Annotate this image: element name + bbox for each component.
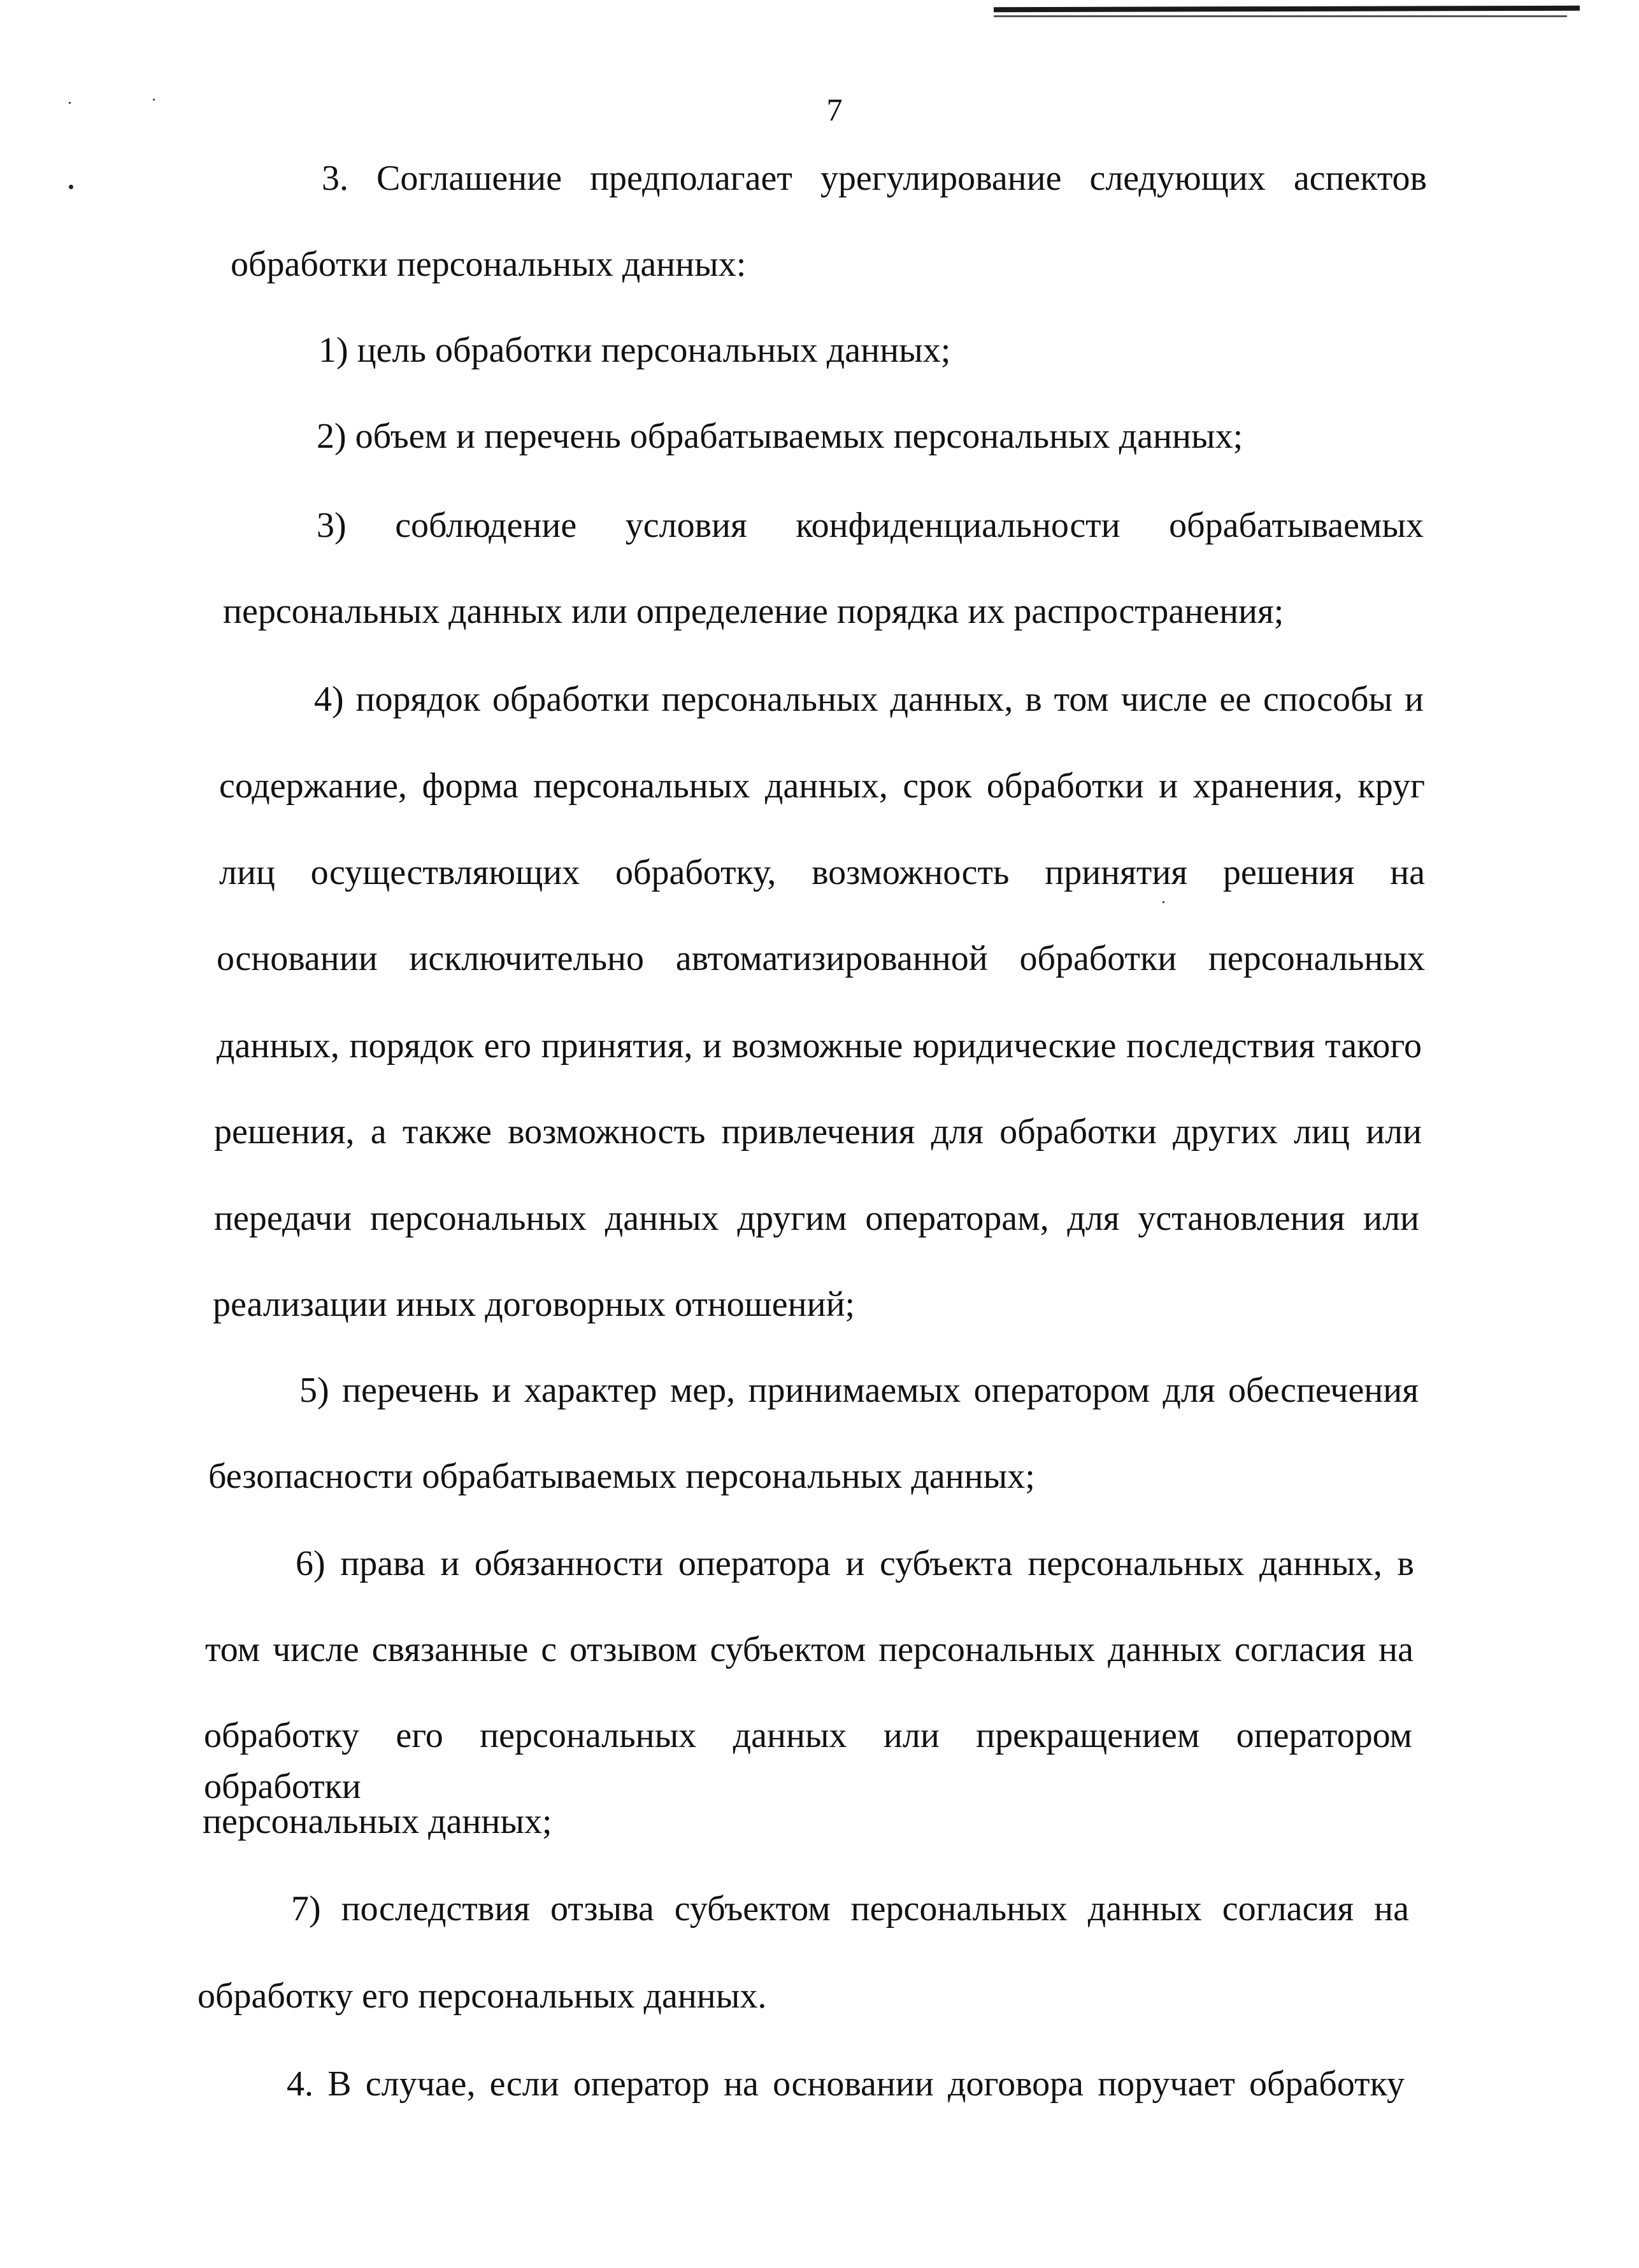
text-line: лиц осуществляющих обработку, возможность принятия решения на xyxy=(219,853,1425,892)
text-line: 3. Соглашение предполагает урегулирование следующих аспектов xyxy=(322,159,1427,198)
text-line: том числе связанные с отзывом субъектом персональных данных согласия на xyxy=(205,1630,1414,1669)
text-line: 4. В случае, если оператор на основании договора поручает обработку xyxy=(287,2064,1405,2104)
text-line: реализации иных договорных отношений; xyxy=(213,1285,855,1324)
text-line: безопасности обрабатываемых персональных данных; xyxy=(208,1457,1035,1496)
text-line: 7) последствия отзыва субъектом персональных данных согласия на xyxy=(291,1889,1409,1929)
text-line: решения, а также возможность привлечения для обработки других лиц или xyxy=(214,1112,1422,1152)
scan-artifact-dot xyxy=(69,185,73,189)
scan-artifact-dot xyxy=(69,102,71,104)
text-line: персональных данных или определение порядка их распространения; xyxy=(223,592,1284,631)
top-border-rule xyxy=(994,6,1580,12)
text-line: 4) порядок обработки персональных данных, в том числе ее способы и xyxy=(314,680,1424,719)
text-line: 2) объем и перечень обрабатываемых персональных данных; xyxy=(317,417,1243,456)
text-line: содержание, форма персональных данных, срок обработки и хранения, круг xyxy=(219,766,1425,806)
text-line: передачи персональных данных другим операторам, для установления или xyxy=(214,1199,1419,1238)
text-line: обработку его персональных данных или прекращением оператором обработки xyxy=(204,1716,1412,1806)
scan-artifact-dot xyxy=(1163,901,1164,903)
text-line: персональных данных; xyxy=(203,1802,552,1841)
scan-artifact-dot xyxy=(153,99,155,101)
text-line: 3) соблюдение условия конфиденциальности обрабатываемых xyxy=(317,506,1424,545)
text-line: основании исключительно автоматизированной обработки персональных xyxy=(217,939,1425,978)
text-line: обработку его персональных данных. xyxy=(197,1976,767,2016)
top-border-rule-thin xyxy=(994,15,1567,17)
page-number: 7 xyxy=(826,92,843,127)
text-line: 1) цель обработки персональных данных; xyxy=(318,331,951,370)
text-line: обработки персональных данных: xyxy=(231,245,747,284)
text-line: 6) права и обязанности оператора и субъекта персональных данных, в xyxy=(296,1544,1414,1583)
text-line: данных, порядок его принятия, и возможные юридические последствия такого xyxy=(217,1026,1422,1066)
text-line: 5) перечень и характер мер, принимаемых оператором для обеспечения xyxy=(299,1371,1419,1410)
